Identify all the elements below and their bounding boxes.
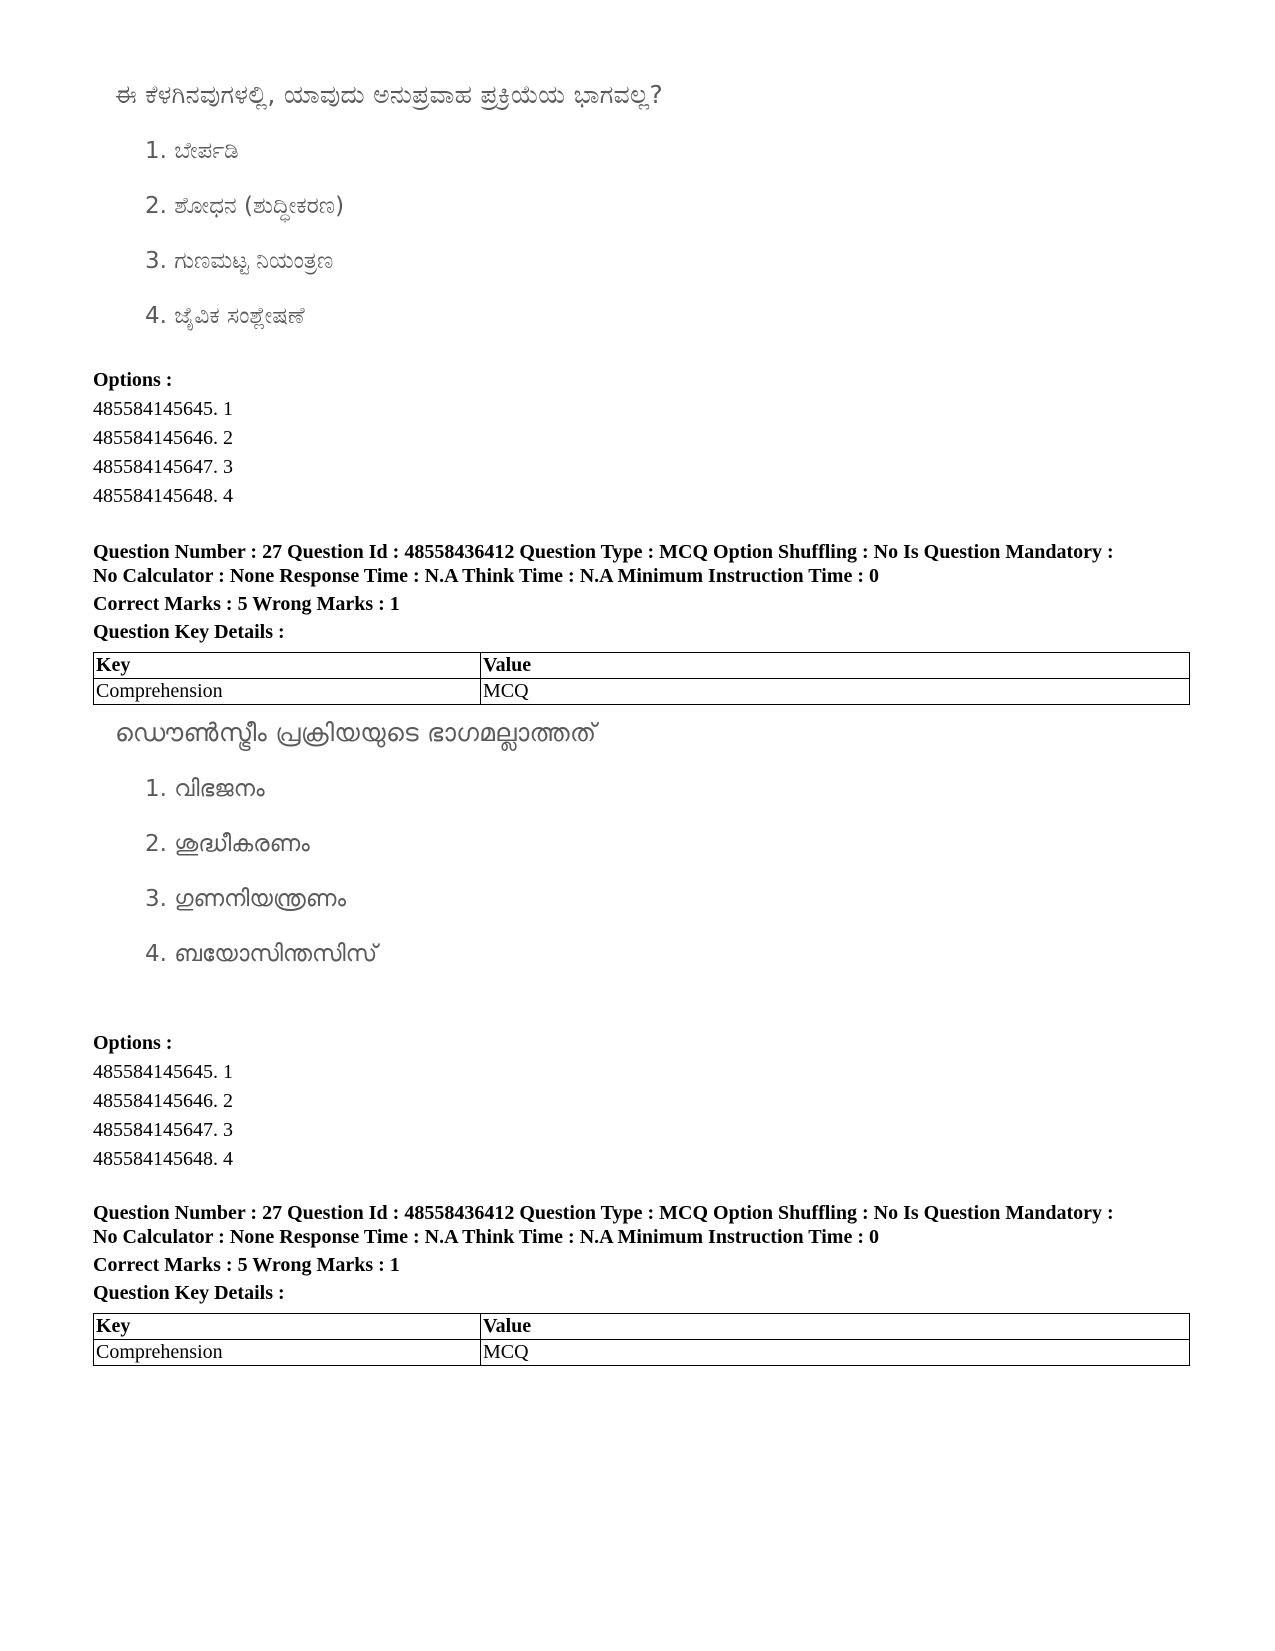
key-details-table xyxy=(93,652,1190,705)
table-row xyxy=(94,679,1190,705)
question-choice: 2. ശുദ്ധീകരണം xyxy=(145,831,310,857)
table-header-cell: Key xyxy=(94,653,481,679)
key-details-label: Question Key Details : xyxy=(93,1282,285,1304)
marks-line: Correct Marks : 5 Wrong Marks : 1 xyxy=(93,1254,400,1276)
options-label: Options : xyxy=(93,1032,173,1054)
table-cell: Comprehension xyxy=(94,679,481,705)
key-details-table xyxy=(93,1313,1190,1366)
question-meta-line1: Question Number : 27 Question Id : 48558436412 Question Type : MCQ Option Shuffling : No Is Question Mandatory : xyxy=(93,1202,1114,1224)
table-row xyxy=(94,1340,1190,1366)
question-choice: 3. ഗുണനിയന്ത്രണം xyxy=(145,886,346,912)
question-stem: ಈ ಕೆಳಗಿನವುಗಳಲ್ಲಿ, ಯಾವುದು ಅನುಪ್ರವಾಹ ಪ್ರಕ್ರಿಯೆಯ ಭಾಗವಲ್ಲ? xyxy=(115,80,664,109)
table-header-row xyxy=(94,653,1190,679)
question-meta-line2: No Calculator : None Response Time : N.A Think Time : N.A Minimum Instruction Time : 0 xyxy=(93,1226,879,1248)
option-row: 485584145646. 2 xyxy=(93,1090,233,1112)
table-header-cell: Value xyxy=(481,1314,1190,1340)
marks-line: Correct Marks : 5 Wrong Marks : 1 xyxy=(93,593,400,615)
question-image-malayalam xyxy=(93,718,1183,988)
option-row: 485584145645. 1 xyxy=(93,1061,233,1083)
table-header-cell: Value xyxy=(481,653,1190,679)
question-block-malayalam xyxy=(93,718,1183,988)
question-meta-2 xyxy=(93,1201,1183,1366)
question-meta-line2: No Calculator : None Response Time : N.A Think Time : N.A Minimum Instruction Time : 0 xyxy=(93,565,879,587)
question-image-kannada xyxy=(93,80,1183,350)
options-list-2 xyxy=(93,1029,1183,1174)
question-choice: 3. ಗುಣಮಟ್ಟ ನಿಯಂತ್ರಣ xyxy=(145,248,334,274)
table-cell: Comprehension xyxy=(94,1340,481,1366)
option-row: 485584145645. 1 xyxy=(93,398,233,420)
question-choice: 2. ಶೋಧನ (ಶುದ್ಧೀಕರಣ) xyxy=(145,193,345,219)
question-meta-line1: Question Number : 27 Question Id : 48558436412 Question Type : MCQ Option Shuffling : No Is Question Mandatory : xyxy=(93,541,1114,563)
question-meta-1 xyxy=(93,540,1183,705)
option-row: 485584145647. 3 xyxy=(93,1119,233,1141)
option-row: 485584145648. 4 xyxy=(93,1148,233,1170)
question-choice: 1. ಬೇರ್ಪಡಿ xyxy=(145,138,239,164)
options-list-1 xyxy=(93,366,1183,511)
question-choice: 4. ബയോസിന്തസിസ് xyxy=(145,941,378,967)
question-choice: 1. വിഭജനം xyxy=(145,776,265,802)
table-header-cell: Key xyxy=(94,1314,481,1340)
option-row: 485584145648. 4 xyxy=(93,485,233,507)
table-cell: MCQ xyxy=(481,679,1190,705)
option-row: 485584145647. 3 xyxy=(93,456,233,478)
option-row: 485584145646. 2 xyxy=(93,427,233,449)
table-header-row xyxy=(94,1314,1190,1340)
question-stem: ഡൌൺസ്ട്രീം പ്രക്രിയയുടെ ഭാഗമല്ലാത്തത് xyxy=(115,718,597,747)
table-cell: MCQ xyxy=(481,1340,1190,1366)
question-choice: 4. ಜೈವಿಕ ಸಂಶ್ಲೇಷಣೆ xyxy=(145,303,305,329)
question-block-kannada xyxy=(93,80,1183,350)
key-details-label: Question Key Details : xyxy=(93,621,285,643)
options-label: Options : xyxy=(93,369,173,391)
